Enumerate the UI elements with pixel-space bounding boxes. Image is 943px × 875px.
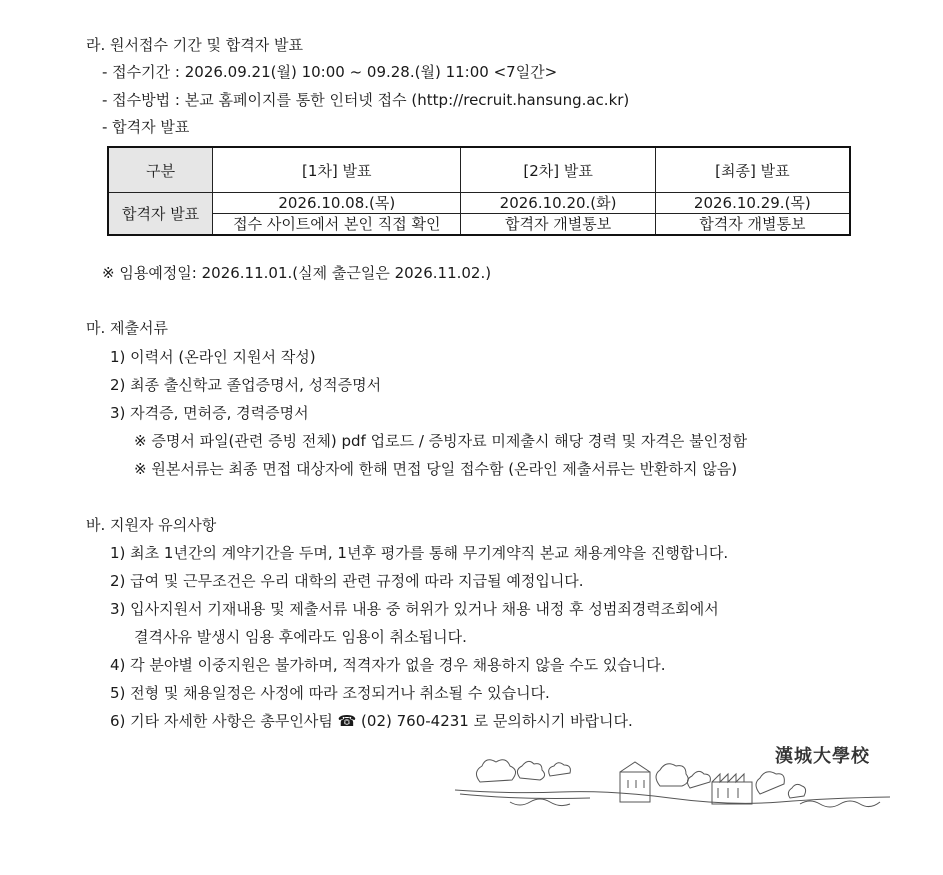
list-item: 1) 최초 1년간의 계약기간을 두며, 1년후 평가를 통해 무기계약직 본교 채용계약을 진행합니다. (110, 544, 729, 562)
section-ba-title: 바. 지원자 유의사항 (86, 516, 217, 534)
application-period: - 접수기간 : 2026.09.21(월) 10:00 ~ 09.28.(월) 11:00 <7일간> (102, 63, 558, 81)
application-method: - 접수방법 : 본교 홈페이지를 통한 인터넷 접수 (http://recruit.hansung.ac.kr) (102, 91, 630, 109)
documents-note: ※ 원본서류는 최종 면접 대상자에 한해 면접 당일 접수함 (온라인 제출서류는 반환하지 않음) (134, 460, 738, 478)
table-row (108, 193, 850, 214)
table-row (108, 214, 850, 236)
final-announcement-date: 2026.10.29.(목) (655, 193, 850, 214)
table-row-label: 합격자 발표 (108, 193, 213, 236)
section-ra-title: 라. 원서접수 기간 및 합격자 발표 (86, 36, 303, 54)
list-item: 5) 전형 및 채용일정은 사정에 따라 조정되거나 취소될 수 있습니다. (110, 684, 550, 702)
table-header-final: [최종] 발표 (655, 147, 850, 193)
table-header-row (108, 147, 850, 193)
university-logo (450, 742, 910, 832)
second-announcement-method: 합격자 개별통보 (461, 214, 655, 236)
second-announcement-date: 2026.10.20.(화) (461, 193, 655, 214)
section-ma-title: 마. 제출서류 (86, 319, 168, 337)
list-item: 3) 자격증, 면허증, 경력증명서 (110, 404, 309, 422)
list-item: 1) 이력서 (온라인 지원서 작성) (110, 348, 316, 366)
table-header-second: [2차] 발표 (461, 147, 655, 193)
university-name-logo: 漢城大學校 (775, 746, 870, 767)
table-header-first: [1차] 발표 (213, 147, 461, 193)
first-announcement-method: 접수 사이트에서 본인 직접 확인 (213, 214, 461, 236)
documents-note: ※ 증명서 파일(관련 증빙 전체) pdf 업로드 / 증빙자료 미제출시 해당 경력 및 자격은 불인정함 (134, 432, 748, 450)
table-header-category: 구분 (108, 147, 213, 193)
announcement-table (107, 146, 851, 236)
list-item: 3) 입사지원서 기재내용 및 제출서류 내용 중 허위가 있거나 채용 내정 후 성범죄경력조회에서 (110, 600, 719, 618)
first-announcement-date: 2026.10.08.(목) (213, 193, 461, 214)
results-label: - 합격자 발표 (102, 118, 190, 136)
list-item-continuation: 결격사유 발생시 임용 후에라도 임용이 취소됩니다. (134, 628, 467, 646)
final-announcement-method: 합격자 개별통보 (655, 214, 850, 236)
appointment-note: ※ 임용예정일: 2026.11.01.(실제 출근일은 2026.11.02.) (102, 264, 492, 282)
list-item: 2) 급여 및 근무조건은 우리 대학의 관련 규정에 따라 지급될 예정입니다. (110, 572, 584, 590)
list-item: 4) 각 분야별 이중지원은 불가하며, 적격자가 없을 경우 채용하지 않을 수도 있습니다. (110, 656, 666, 674)
list-item: 2) 최종 출신학교 졸업증명서, 성적증명서 (110, 376, 382, 394)
list-item: 6) 기타 자세한 사항은 총무인사팀 ☎ (02) 760-4231 로 문의하시기 바랍니다. (110, 712, 633, 730)
